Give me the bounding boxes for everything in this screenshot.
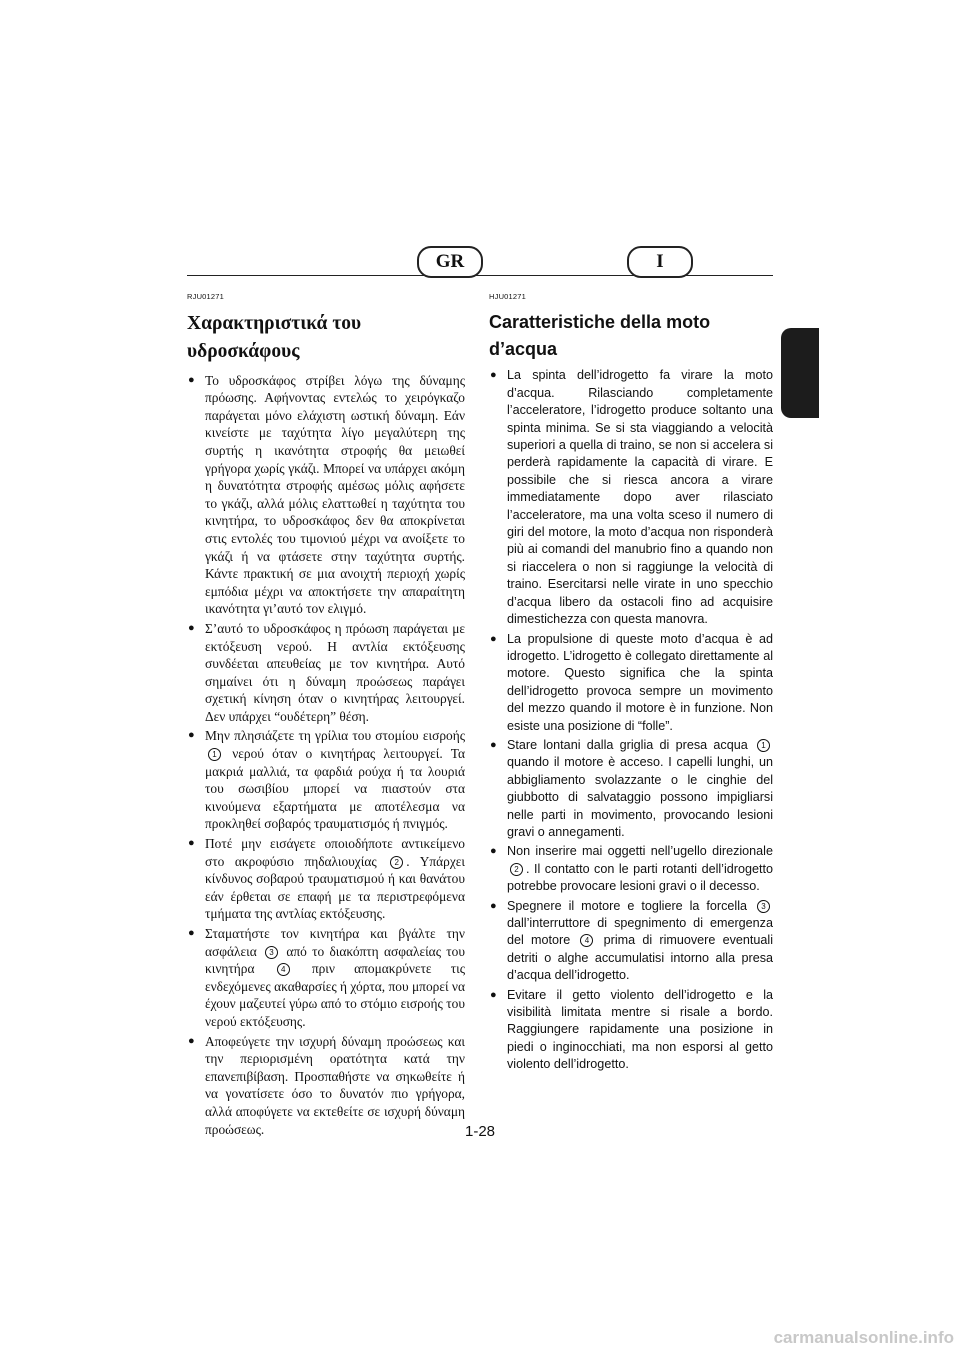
list-item: [187, 925, 469, 1031]
greek-bullet-list: [187, 372, 469, 1139]
callout-number: 2: [390, 856, 403, 869]
bullet-icon: ●: [490, 899, 497, 912]
lang-badge-italian: I: [627, 246, 693, 278]
list-item: [187, 727, 469, 833]
greek-title-line-1: Χαρακτηριστικά του: [187, 312, 362, 334]
callout-number: 1: [757, 739, 770, 752]
bullet-icon: ●: [188, 729, 195, 742]
list-item: [489, 898, 777, 985]
list-item-text: . Il contatto con le parti rotanti dell’idrogetto potrebbe provocare lesioni gravi o il decesso.: [507, 861, 777, 894]
list-item: [489, 367, 777, 628]
list-item: [187, 620, 469, 726]
list-item: [187, 372, 469, 618]
list-item-text: Evitare il getto violento dell’idrogetto e la visibilità limitata mentre si risale a bordo. Raggiungere rapidamente una posizione in piedi o inginocchiati, ma non esporsi al getto violento dell’idrogetto.: [507, 987, 777, 1072]
list-item-text: πριν απομακρύνετε τις ενδεχόμενες ακαθαρσίες ή χόρτα, που μπορεί να έχουν μαζευτεί γύρω από το στόμιο εισροής του νερού εκτόξευσης.: [205, 961, 469, 1029]
list-item-text: Μην πλησιάζετε τη γρίλια του στομίου εισροής: [205, 728, 469, 744]
italian-title-line-2: d’acqua: [489, 339, 558, 360]
list-item-text: La spinta dell’idrogetto fa virare la moto d’acqua. Rilasciando completamente l’acceleratore, l’idrogetto produce soltanto una spinta minima. Se si sta viaggiando a velocità superiori a quella di traino, se non si accelera si perderà rapidamente la capacità di virare. E possibile che si riesca ancora a virare immediatamente dopo aver rilasciato l’acceleratore, ma una volta sceso il numero di giri del motore, la moto d’acqua non risponderà più ai comandi del manubrio fino a quando non si riaccelera o non si raggiunge la velocità di traino. Esercitarsi nelle virate in uno specchio d’acqua libero da ostacoli fino ad acquisire dimestichezza con questa manovra.: [507, 368, 777, 627]
list-item-text: prima di rimuovere eventuali detriti o alghe accumulatisi intorno alla presa d’acqua dell’idrogetto.: [507, 933, 777, 983]
list-item-text: . Υπάρχει κίνδυνος σοβαρού τραυματισμού ή και θανάτου εάν έρθεται σε επαφή με τα περιστρεφόμενα τμήματα της αντλίας εκτόξευσης.: [205, 853, 469, 922]
bullet-icon: ●: [490, 632, 497, 645]
bullet-icon: ●: [188, 621, 195, 634]
list-item-text: νερού όταν ο κινητήρας λειτουργεί. Τα μακριά μαλλιά, τα φαρδιά ρούχα ή τα λουριά του σωσιβίου μπορεί να πιαστούν στα κινούμενα εξαρτήματα με αποτέλεσμα να προκληθεί σοβαρός τραυματισμός ή πνιγμός.: [205, 746, 469, 832]
list-item: [489, 631, 777, 735]
language-header: [187, 246, 773, 278]
bullet-icon: ●: [490, 738, 497, 751]
list-item-text: dall’interruttore di spegnimento di emergenza del motore: [507, 898, 777, 948]
italian-column: [489, 288, 777, 1076]
list-item-text: Ποτέ μην εισάγετε οποιοδήποτε αντικείμενο στο ακροφύσιο πηδαλιουχίας: [205, 836, 469, 869]
callout-number: 4: [277, 963, 290, 976]
bullet-icon: ●: [188, 373, 195, 386]
list-item-text: quando il motore è acceso. I capelli lunghi, un abbigliamento svolazzante o le cinghie del giubbotto di salvataggio possono impigliarsi nelle parti in movimento, provocando lesioni gravi o annegamenti.: [507, 737, 777, 839]
list-item-text: Το υδροσκάφος στρίβει λόγω της δύναμης πρόωσης. Αφήνοντας εντελώς το χειρόγκαζο παράγεται μόνο ελάχιστη ωστική δύναμη. Εάν κινείστε με ταχύτητα λίγο μεγαλύτερη της συρτής η ικανότητα στροφής θα μειωθεί γρήγορα χωρίς γκάζι. Μπορεί να υπάρχει ακόμη η δυνατότητα στροφής αμέσως μόλις αφήσετε το γκάζι, αλλά μόλις ελαττωθεί η ταχύτητα του κινητήρα, το υδροσκάφος δεν θα αποκρίνεται στις εντολές του τιμονιού μέχρι να ανοίξετε το γκάζι ή να φτάσετε στην ταχύτητα συρτής. Κάντε πρακτική σε μια ανοιχτή περιοχή χωρίς εμπόδια μέχρι να αποκτήσετε την απαραίτητη ικανότητα γι’αυτό τον ελιγμό.: [205, 372, 469, 617]
greek-section-title: [187, 310, 465, 366]
watermark: carmanualsonline.info: [773, 1328, 954, 1347]
callout-number: 1: [208, 748, 221, 761]
bullet-icon: ●: [188, 837, 195, 850]
greek-column: [187, 288, 469, 1140]
bullet-icon: ●: [490, 369, 497, 382]
callout-number: 3: [757, 900, 770, 913]
lang-badge-greek: GR: [417, 246, 483, 278]
page-number: 1-28: [464, 1123, 496, 1140]
list-item: [489, 737, 777, 841]
list-item: [489, 987, 777, 1074]
italian-section-title: [489, 309, 773, 363]
list-item-text: Αποφεύγετε την ισχυρή δύναμη προώσεως και την περιορισμένη ορατότητα κατά την επανεπιβίβαση. Προσπαθήστε να σηκωθείτε ή να γονατίσετε όσο το δυνατόν πιο γρήγορα, αλλά αποφύγετε να εκτεθείτε σε ισχυρή δύναμη προώσεως.: [205, 1033, 469, 1137]
greek-title-line-2: υδροσκάφους: [187, 340, 300, 362]
list-item-text: Spegnere il motore e togliere la forcella: [507, 898, 754, 913]
callout-number: 4: [580, 934, 593, 947]
list-item-text: La propulsione di queste moto d’acqua è ad idrogetto. L’idrogetto è collegato direttamente al motore. Questo significa che la spinta dell’idrogetto provoca sempre un movimento del mezzo quando il motore è in funzione. Non esiste una posizione di “folle”.: [507, 631, 777, 733]
list-item-text: Non inserire mai oggetti nell’ugello direzionale: [507, 844, 777, 859]
list-item: [187, 835, 469, 923]
list-item-text: Stare lontani dalla griglia di presa acqua: [507, 737, 754, 752]
italian-bullet-list: [489, 367, 777, 1073]
list-item-text: από το διακόπτη ασφαλείας του κινητήρα: [205, 943, 469, 977]
italian-section-code: HJU01271: [489, 292, 527, 301]
bullet-icon: ●: [188, 927, 195, 939]
italian-title-line-1: Caratteristiche della moto: [489, 312, 711, 333]
section-thumb-tab: [781, 328, 819, 418]
callout-number: 3: [265, 946, 278, 959]
bullet-icon: ●: [490, 988, 497, 1001]
bullet-icon: ●: [490, 845, 497, 858]
greek-section-code: RJU01271: [187, 292, 225, 301]
list-item-text: Σταματήστε τον κινητήρα και βγάλτε την ασφάλεια: [205, 926, 469, 959]
callout-number: 2: [510, 863, 523, 876]
list-item: [489, 843, 777, 895]
list-item-text: Σ’αυτό το υδροσκάφος η πρόωση παράγεται με εκτόξευση νερού. Η αντλία εκτόξευσης συνδέεται απευθείας με τον κινητήρα. Αυτό σημαίνει ότι η δύναμη προώσεως παράγει σχετική κίνηση όταν ο κινητήρας λειτουργεί. Δεν υπάρχει “ουδέτερη” θέση.: [205, 620, 469, 724]
bullet-icon: ●: [188, 1034, 195, 1047]
